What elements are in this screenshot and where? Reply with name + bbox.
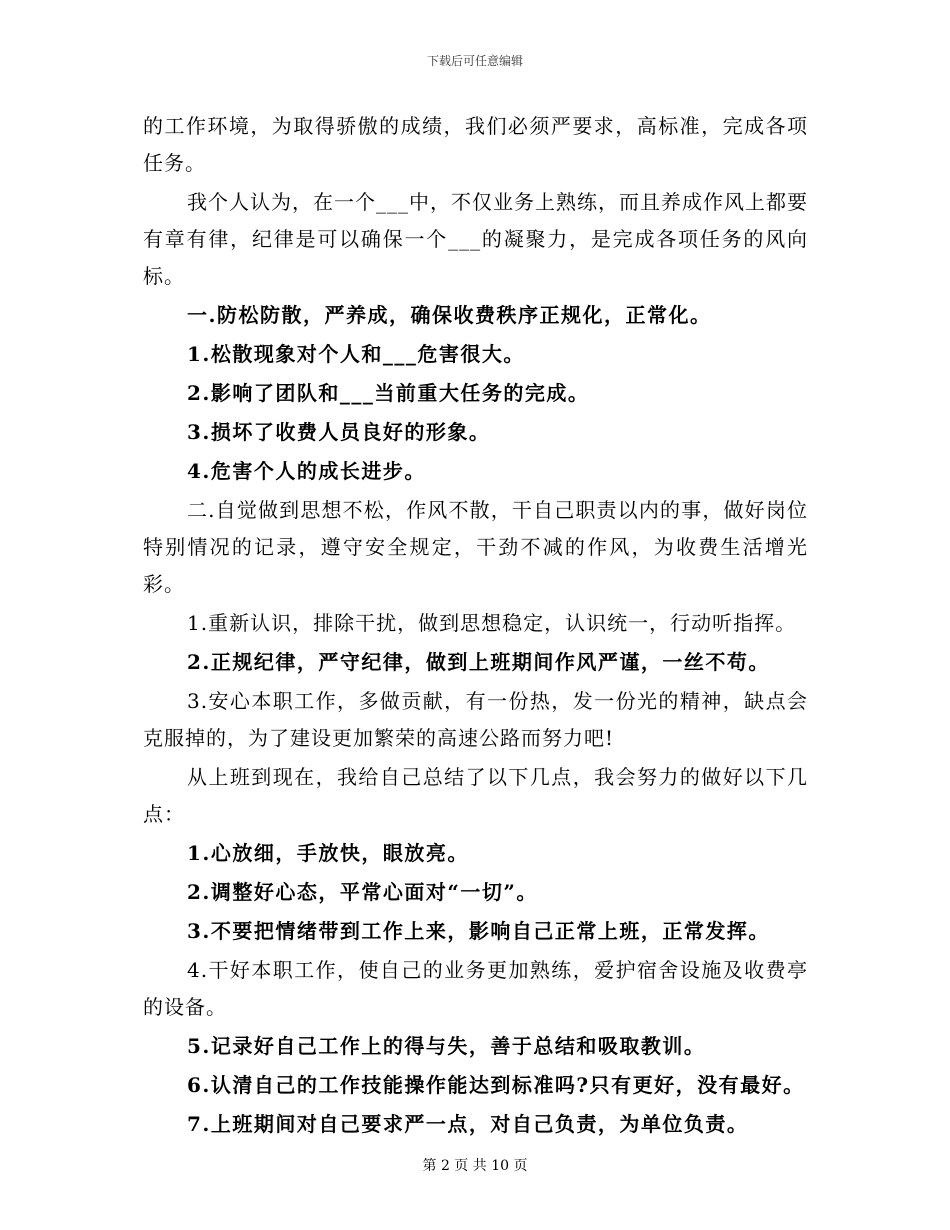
list-item: 4.危害个人的成长进步。: [187, 459, 426, 483]
paragraph: 我个人认为，在一个___中，不仅业务上熟练，而且养成作风上都要有章有律，纪律是可以确保一个___的凝聚力，是完成各项任务的风向标。: [143, 190, 808, 288]
list-item: 2.正规纪律，严守纪律，做到上班期间作风严谨，一丝不苟。: [187, 650, 770, 674]
paragraph: 的工作环境，为取得骄傲的成绩，我们必须严要求，高标准，完成各项任务。: [143, 114, 808, 175]
list-item: 5.记录好自己工作上的得与失，善于总结和吸取教训。: [187, 1034, 706, 1058]
document-body: [143, 108, 808, 1143]
paragraph: 从上班到现在，我给自己总结了以下几点，我会努力的做好以下几点：: [143, 765, 808, 826]
list-item: 3.安心本职工作，多做贡献，有一份热，发一份光的精神，缺点会克服掉的，为了建设更加繁荣的高速公路而努力吧!: [143, 689, 808, 750]
list-item: 1.松散现象对个人和___危害很大。: [187, 342, 525, 366]
list-item: 4.干好本职工作，使自己的业务更加熟练，爱护宿舍设施及收费亭的设备。: [143, 958, 808, 1019]
list-item: 1.心放细，手放快，眼放亮。: [187, 841, 469, 865]
page-header: 下载后可任意编辑: [426, 54, 523, 68]
section-heading: 二.自觉做到思想不松，作风不散，干自己职责以内的事，做好岗位特别情况的记录，遵守安全规定，干劲不减的作风，为收费生活增光彩。: [143, 498, 808, 596]
list-item: 2.影响了团队和___当前重大任务的完成。: [187, 381, 590, 405]
section-heading: 一.防松防散，严养成，确保收费秩序正规化，正常化。: [187, 303, 712, 327]
list-item: 3.损坏了收费人员良好的形象。: [187, 420, 491, 444]
list-item: 3.不要把情绪带到工作上来，影响自己正常上班，正常发挥。: [187, 919, 770, 943]
list-item: 2.调整好心态，平常心面对“一切”。: [187, 880, 538, 904]
list-item: 6.认清自己的工作技能操作能达到标准吗?只有更好，没有最好。: [187, 1073, 805, 1097]
list-item: 1.重新认识，排除干扰，做到思想稳定，认识统一，行动听指挥。: [187, 611, 797, 635]
page-footer: 第 2 页 共 10 页: [422, 1158, 528, 1174]
list-item: 7.上班期间对自己要求严一点，对自己负责，为单位负责。: [187, 1112, 749, 1136]
